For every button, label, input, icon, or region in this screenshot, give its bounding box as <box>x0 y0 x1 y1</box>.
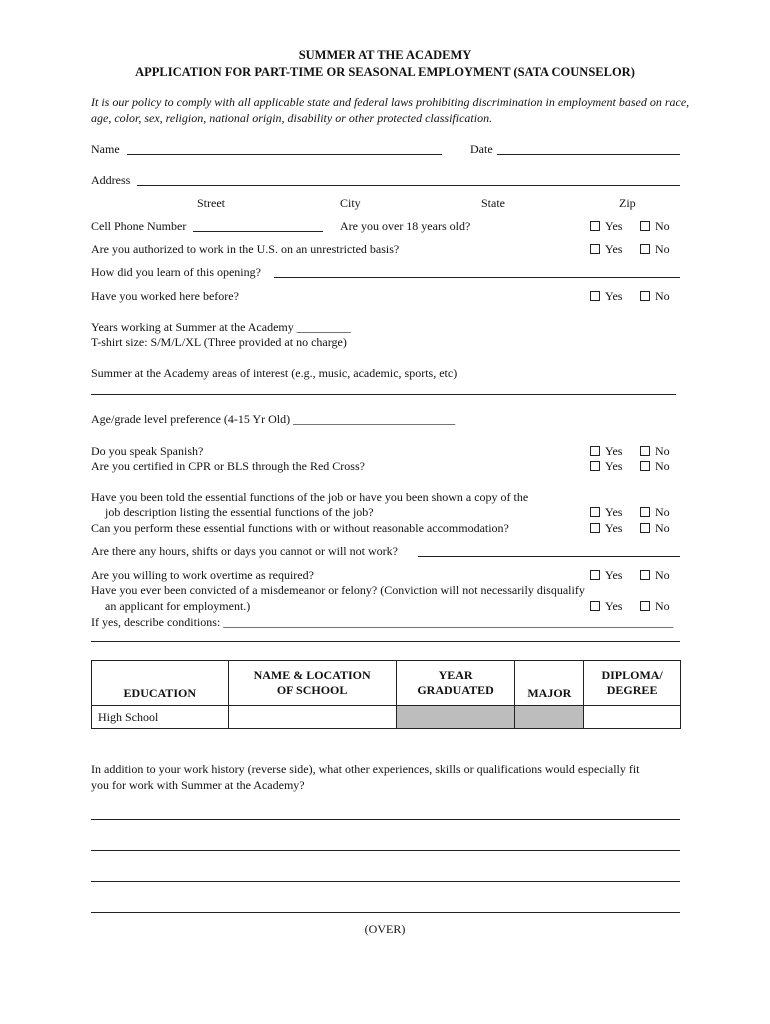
additional-line-4[interactable] <box>91 912 680 913</box>
diploma-header: DIPLOMA/ DEGREE <box>584 661 681 706</box>
over-18-label: Are you over 18 years old? <box>340 219 471 233</box>
essential-functions-label: Have you been told the essential functions of the job or have you been shown a copy of the <box>91 490 529 504</box>
hours-label: Are there any hours, shifts or days you cannot or will not work? <box>91 544 398 558</box>
checkbox-icon <box>590 446 600 456</box>
cell-phone-label: Cell Phone Number <box>91 219 187 233</box>
additional-line-3[interactable] <box>91 881 680 882</box>
convicted-label-2: an applicant for employment.) <box>105 599 251 613</box>
worked-before-yes[interactable]: Yes <box>590 289 622 303</box>
address-field[interactable] <box>137 185 680 186</box>
learn-label: How did you learn of this opening? <box>91 265 261 279</box>
areas-interest-field[interactable] <box>91 394 676 395</box>
address-label: Address <box>91 173 131 187</box>
checkbox-icon <box>640 523 650 533</box>
convicted-no[interactable]: No <box>640 599 670 613</box>
cpr-yes[interactable]: Yes <box>590 459 622 473</box>
hours-field[interactable] <box>418 556 680 557</box>
checkbox-icon <box>590 244 600 254</box>
authorized-label: Are you authorized to work in the U.S. on an unrestricted basis? <box>91 242 400 256</box>
table-header-row <box>92 661 681 706</box>
school-header: NAME & LOCATION OF SCHOOL <box>228 661 396 706</box>
essential-functions-label-2: job description listing the essential functions of the job? <box>105 505 374 519</box>
checkbox-icon <box>590 461 600 471</box>
checkbox-icon <box>590 523 600 533</box>
authorized-no[interactable]: No <box>640 242 670 256</box>
authorized-yes[interactable]: Yes <box>590 242 622 256</box>
convicted-label: Have you ever been convicted of a misdemeanor or felony? (Conviction will not necessarily disqualify <box>91 583 585 597</box>
over-footer: (OVER) <box>364 922 406 936</box>
worked-before-no[interactable]: No <box>640 289 670 303</box>
city-label: City <box>340 196 361 210</box>
date-field[interactable] <box>497 154 680 155</box>
zip-label: Zip <box>619 196 636 210</box>
perform-no[interactable]: No <box>640 521 670 535</box>
major-header: MAJOR <box>515 661 584 706</box>
if-yes-label: If yes, describe conditions: ___________________________________________________________________________ <box>91 615 674 629</box>
over-18-no[interactable]: No <box>640 219 670 233</box>
state-label: State <box>481 196 505 210</box>
essential-yes[interactable]: Yes <box>590 505 622 519</box>
additional-question-2: you for work with Summer at the Academy? <box>91 778 305 792</box>
page-title: SUMMER AT THE ACADEMY <box>298 48 472 62</box>
high-school-diploma-cell[interactable] <box>584 706 681 729</box>
name-label: Name <box>91 142 120 156</box>
tshirt-label: T-shirt size: S/M/L/XL (Three provided at no charge) <box>91 335 347 349</box>
age-preference-label: Age/grade level preference (4-15 Yr Old) ___________________________ <box>91 412 456 426</box>
street-label: Street <box>197 196 225 210</box>
checkbox-icon <box>640 291 650 301</box>
convicted-yes[interactable]: Yes <box>590 599 622 613</box>
high-school-cell: High School <box>92 706 229 729</box>
page-subtitle: APPLICATION FOR PART-TIME OR SEASONAL EMPLOYMENT (SATA COUNSELOR) <box>135 65 635 79</box>
perform-label: Can you perform these essential functions with or without reasonable accommodation? <box>91 521 509 535</box>
year-header: YEAR GRADUATED <box>396 661 515 706</box>
checkbox-icon <box>590 507 600 517</box>
additional-question: In addition to your work history (reverse side), what other experiences, skills or qualifications would especially fit <box>91 762 640 776</box>
education-header: EDUCATION <box>92 661 229 706</box>
checkbox-icon <box>640 221 650 231</box>
over-18-yes[interactable]: Yes <box>590 219 622 233</box>
essential-no[interactable]: No <box>640 505 670 519</box>
cpr-no[interactable]: No <box>640 459 670 473</box>
checkbox-icon <box>590 570 600 580</box>
high-school-major-cell <box>515 706 584 729</box>
checkbox-icon <box>640 570 650 580</box>
policy-statement: It is our policy to comply with all applicable state and federal laws prohibiting discrimination in employment based on race, age, color, sex, religion, national origin, disability or other protected classification. <box>91 95 690 125</box>
learn-field[interactable] <box>274 277 680 278</box>
checkbox-icon <box>640 601 650 611</box>
cell-phone-field[interactable] <box>193 231 323 232</box>
checkbox-icon <box>640 461 650 471</box>
high-school-year-cell <box>396 706 515 729</box>
date-label: Date <box>470 142 493 156</box>
cpr-label: Are you certified in CPR or BLS through the Red Cross? <box>91 459 365 473</box>
spanish-yes[interactable]: Yes <box>590 444 622 458</box>
checkbox-icon <box>640 446 650 456</box>
checkbox-icon <box>640 507 650 517</box>
checkbox-icon <box>640 244 650 254</box>
name-field[interactable] <box>127 154 442 155</box>
additional-line-2[interactable] <box>91 850 680 851</box>
education-table <box>91 660 681 729</box>
checkbox-icon <box>590 291 600 301</box>
perform-yes[interactable]: Yes <box>590 521 622 535</box>
additional-line-1[interactable] <box>91 819 680 820</box>
spanish-no[interactable]: No <box>640 444 670 458</box>
checkbox-icon <box>590 221 600 231</box>
overtime-label: Are you willing to work overtime as required? <box>91 568 314 582</box>
overtime-yes[interactable]: Yes <box>590 568 622 582</box>
worked-before-label: Have you worked here before? <box>91 289 239 303</box>
high-school-name-cell[interactable] <box>228 706 396 729</box>
spanish-label: Do you speak Spanish? <box>91 444 204 458</box>
years-working-label: Years working at Summer at the Academy _________ <box>91 320 351 334</box>
overtime-no[interactable]: No <box>640 568 670 582</box>
if-yes-field[interactable] <box>91 641 680 642</box>
checkbox-icon <box>590 601 600 611</box>
table-row <box>92 706 681 729</box>
areas-interest-label: Summer at the Academy areas of interest (e.g., music, academic, sports, etc) <box>91 366 458 380</box>
